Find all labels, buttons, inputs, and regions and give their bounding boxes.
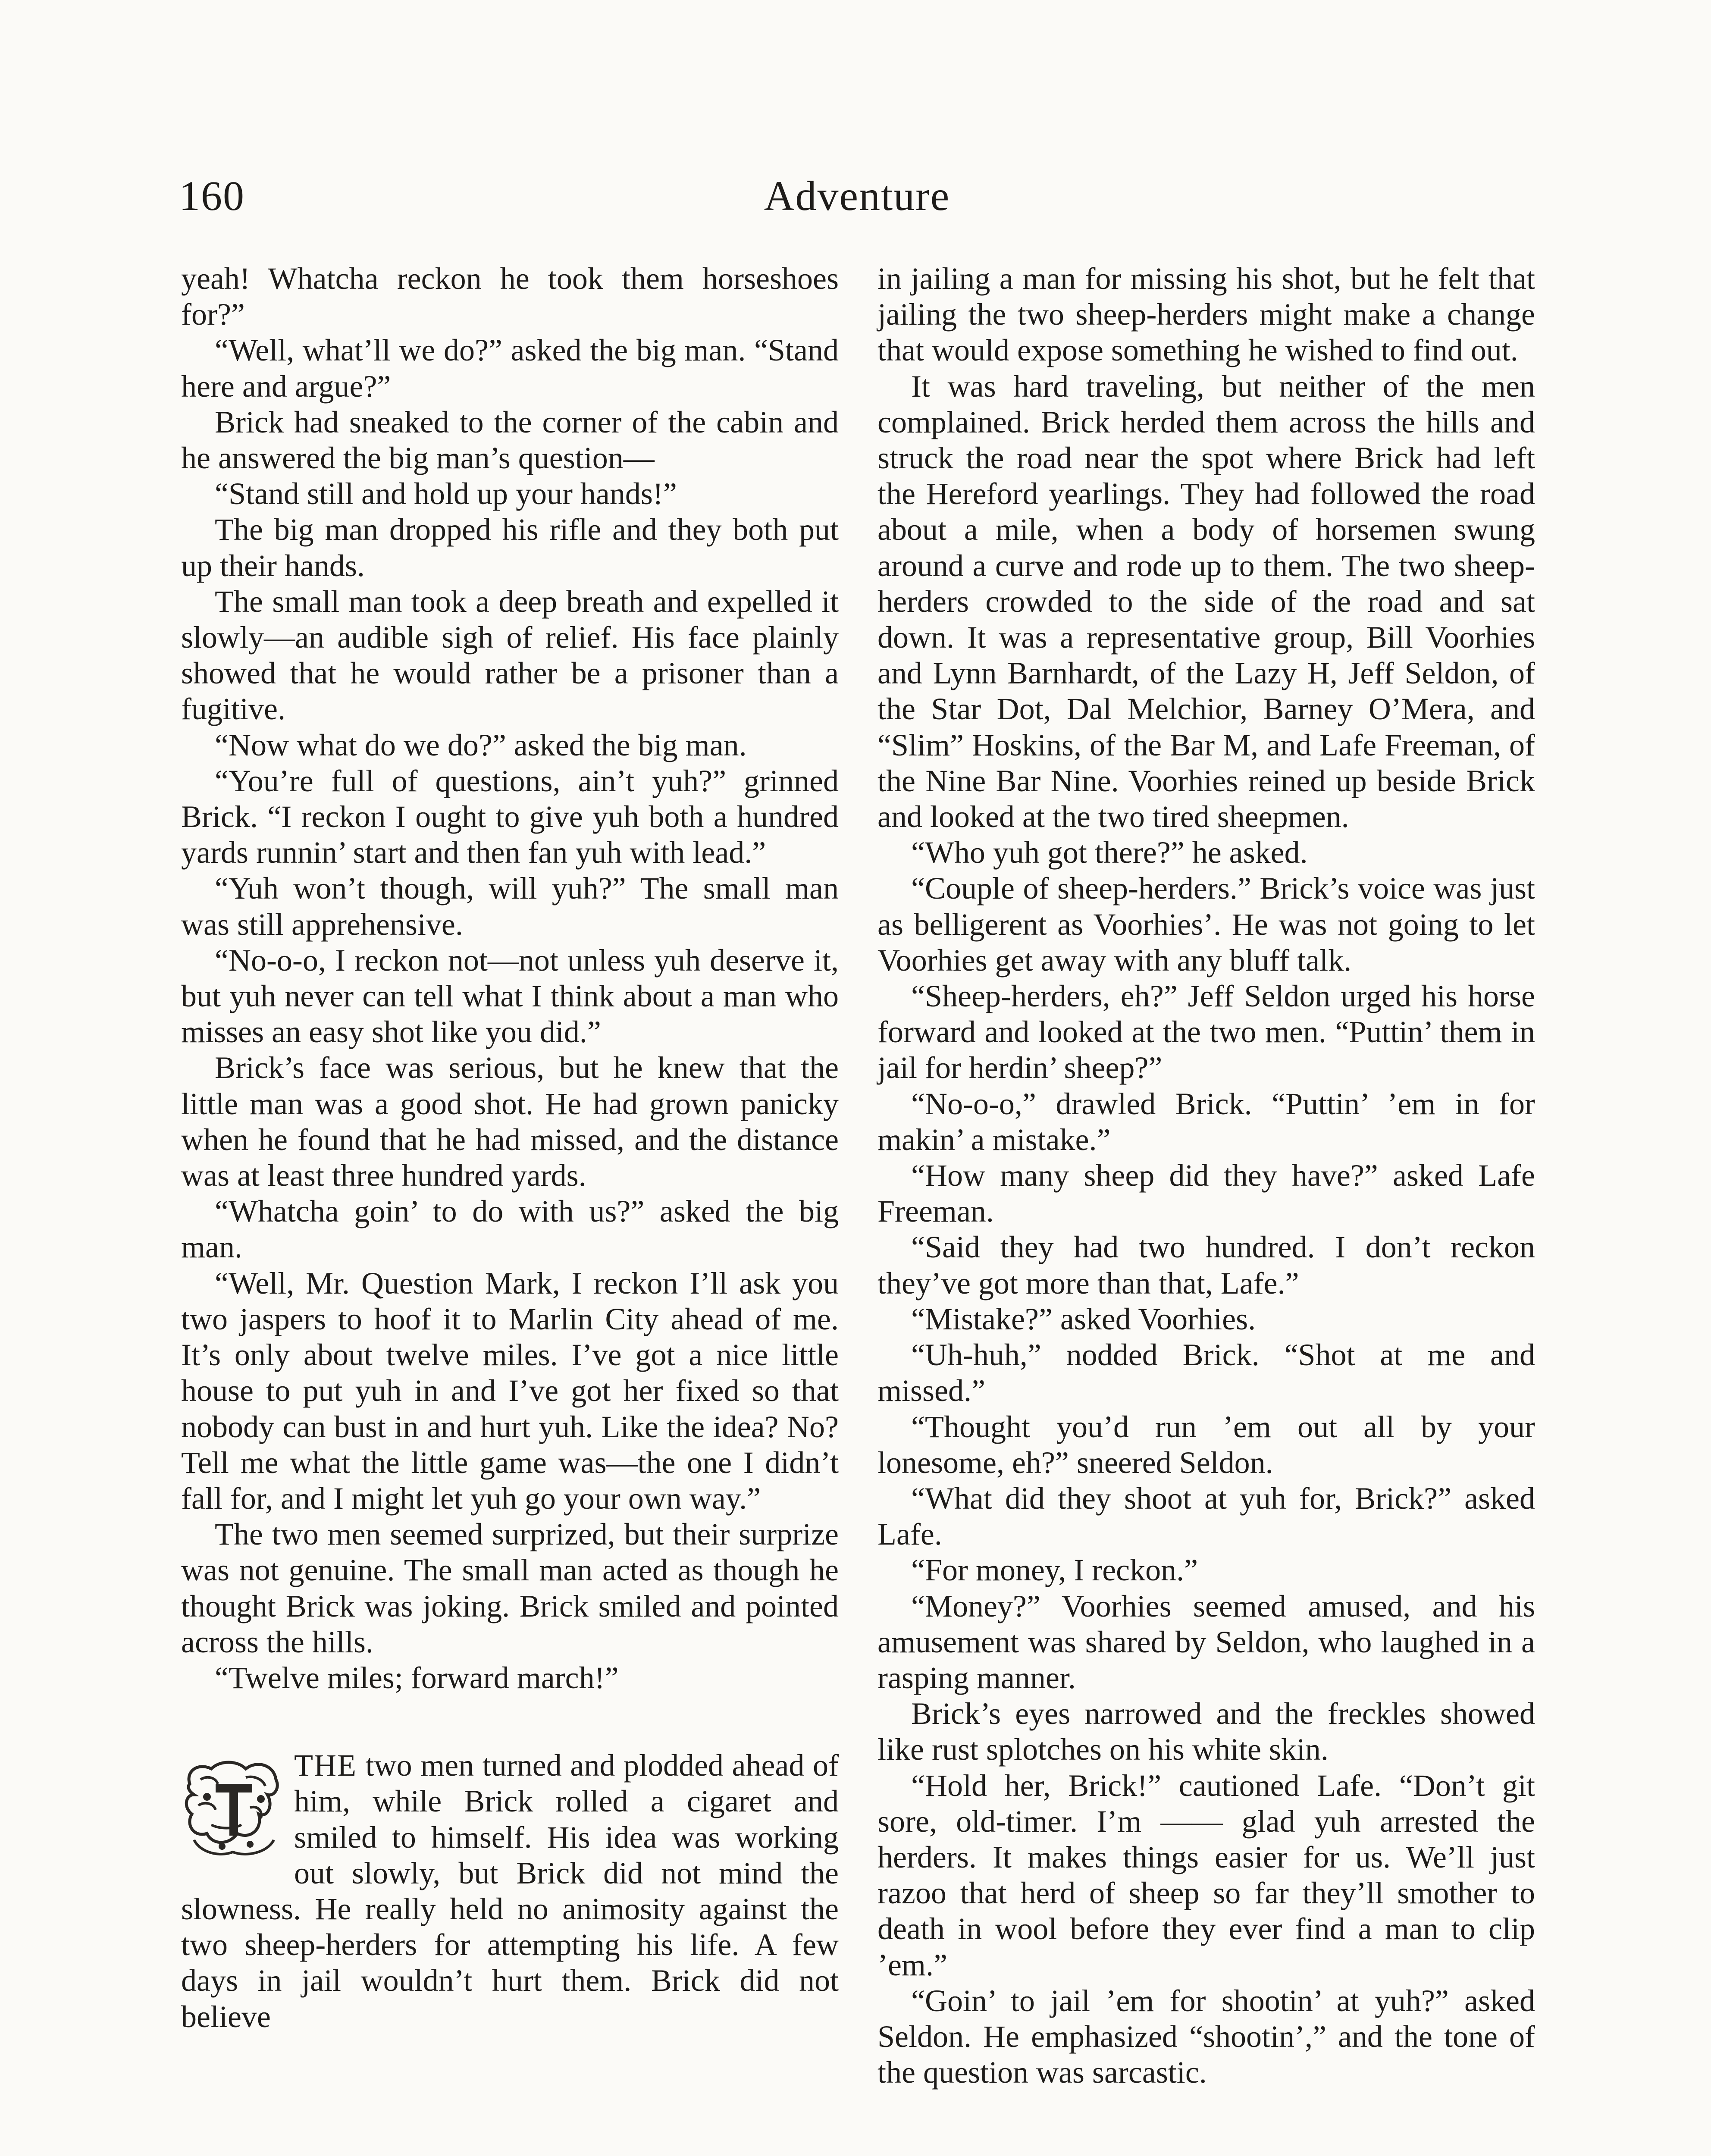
left-column (181, 261, 839, 2035)
section-opening-paragraph (181, 1748, 839, 2035)
paragraph: “Whatcha goin’ to do with us?” asked the big man. (181, 1194, 839, 1265)
paragraph: The two men seemed surprized, but their surprize was not genuine. The small man acted as though he thought Brick was joking. Brick smiled and pointed across the hills. (181, 1517, 839, 1659)
page-number: 160 (179, 173, 245, 219)
paragraph: “Yuh won’t though, will yuh?” The small man was still apprehensive. (181, 871, 839, 942)
paragraph: The small man took a deep breath and expelled it slowly—an audible sigh of relief. His face plainly showed that he would rather be a prisoner than a fugitive. (181, 584, 839, 727)
paragraph: “Thought you’d run ’em out all by your lonesome, eh?” sneered Seldon. (877, 1409, 1535, 1480)
paragraph: “Uh-huh,” nodded Brick. “Shot at me and missed.” (877, 1338, 1535, 1408)
paragraph: “How many sheep did they have?” asked Lafe Freeman. (877, 1158, 1535, 1229)
page-header (179, 166, 1535, 226)
paragraph: yeah! Whatcha reckon he took them horseshoes for?” (181, 261, 839, 332)
paragraph: “Money?” Voorhies seemed amused, and his amusement was shared by Seldon, who laughed in a rasping manner. (877, 1589, 1535, 1695)
right-column (877, 261, 1535, 2090)
paragraph: “Said they had two hundred. I don’t reckon they’ve got more than that, Lafe.” (877, 1230, 1535, 1300)
paragraph: Brick’s face was serious, but he knew that the little man was a good shot. He had grown panicky when he found that he had missed, and the distance was at least three hundred yards. (181, 1050, 839, 1193)
paragraph: “Sheep-herders, eh?” Jeff Seldon urged his horse forward and looked at the two men. “Puttin’ them in jail for herdin’ sheep?” (877, 979, 1535, 1085)
paragraph: “Well, Mr. Question Mark, I reckon I’ll ask you two jaspers to hoof it to Marlin City ahead of me. It’s only about twelve miles. I’ve got a nice little house to put yuh in and I’ve got her fixed so that nobody can bust in and hurt yuh. Like the idea? No? Tell me what the little game was—the one I didn’t fall for, and I might let yuh go your own way.” (181, 1266, 839, 1516)
paragraph: Brick’s eyes narrowed and the freckles showed like rust splotches on his white skin. (877, 1696, 1535, 1767)
section-opening-text: two men turned and plodded ahead of him, while Brick rolled a cigaret and smiled to himself. His idea was working out slowly, but Brick did not mind the slowness. He really held no animosity against the two sheep-herders for attempting his life. A few days in jail wouldn’t hurt them. Brick did not believe (181, 1748, 839, 2034)
paragraph-continuation: in jailing a man for missing his shot, but he felt that jailing the two sheep-herders might make a change that would expose something he wished to find out. (877, 261, 1535, 368)
paragraph: “Goin’ to jail ’em for shootin’ at yuh?” asked Seldon. He emphasized “shootin’,” and the tone of the question was sarcastic. (877, 1983, 1535, 2090)
paragraph: “Well, what’ll we do?” asked the big man. “Stand here and argue?” (181, 333, 839, 404)
running-head: Adventure (764, 173, 950, 219)
paragraph: “You’re full of questions, ain’t yuh?” grinned Brick. “I reckon I ought to give yuh both a hundred yards runnin’ start and then fan yuh with lead.” (181, 763, 839, 870)
section-opening-word: THE (294, 1748, 357, 1783)
paragraph: “Couple of sheep-herders.” Brick’s voice was just as belligerent as Voorhies’. He was not going to let Voorhies get away with any bluff talk. (877, 871, 1535, 978)
paragraph: “Now what do we do?” asked the big man. (215, 727, 747, 762)
paragraph: “Mistake?” asked Voorhies. (911, 1301, 1256, 1336)
paragraph: The big man dropped his rifle and they both put up their hands. (181, 512, 839, 583)
paragraph: “No-o-o, I reckon not—not unless yuh deserve it, but yuh never can tell what I think about a man who misses an easy shot like you did.” (181, 943, 839, 1050)
paragraph: It was hard traveling, but neither of the men complained. Brick herded them across the hills and struck the road near the spot where Brick had left the Hereford yearlings. They had followed the road about a mile, when a body of horsemen swung around a curve and rode up to them. The two sheep-herders crowded to the side of the road and sat down. It was a representative group, Bill Voorhies and Lynn Barnhardt, of the Lazy H, Jeff Seldon, of the Star Dot, Dal Melchior, Barney O’Mera, and “Slim” Hoskins, of the Bar M, and Lafe Freeman, of the Nine Bar Nine. Voorhies reined up beside Brick and looked at the two tired sheepmen. (877, 369, 1535, 834)
paragraph: “Stand still and hold up your hands!” (215, 476, 677, 511)
paragraph: “No-o-o,” drawled Brick. “Puttin’ ’em in for makin’ a mistake.” (877, 1086, 1535, 1157)
paragraph: “What did they shoot at yuh for, Brick?” asked Lafe. (877, 1481, 1535, 1552)
ornamental-dropcap-icon (181, 1754, 285, 1861)
paragraph: “For money, I reckon.” (911, 1553, 1198, 1588)
paragraph: “Who yuh got there?” he asked. (911, 835, 1308, 870)
paragraph: “Hold her, Brick!” cautioned Lafe. “Don’t git sore, old-timer. I’m —— glad yuh arrested the herders. It makes things easier for us. We’ll just razoo that herd of sheep so far they’ll smother to death in wool before they ever find a man to clip ’em.” (877, 1768, 1535, 1982)
paragraph: Brick had sneaked to the corner of the cabin and he answered the big man’s question— (181, 404, 839, 476)
paragraph: “Twelve miles; forward march!” (215, 1660, 619, 1695)
section-break (181, 1696, 839, 1748)
